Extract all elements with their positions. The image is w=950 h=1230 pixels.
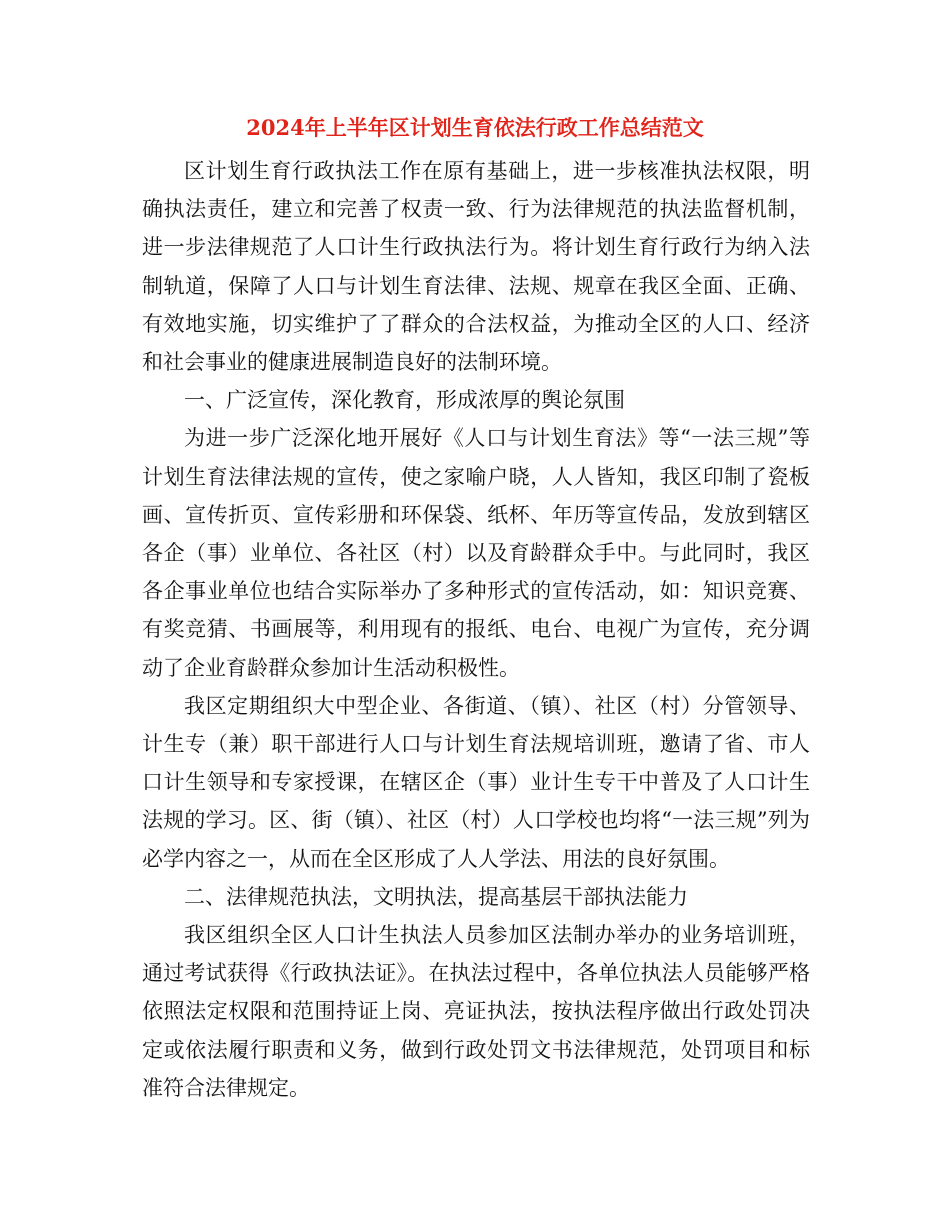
section-heading-2: 二、法律规范执法，文明执法，提高基层干部执法能力: [184, 884, 688, 909]
paragraph-intro: 区计划生育行政执法工作在原有基础上，进一步核准执法权限，明确执法责任，建立和完善了权责一致、行为法律规范的执法监督机制，进一步法律规范了人口计生行政执法行为。将计划生育行政行为纳入法制轨道，保障了人口与计划生育法律、法规、规章在我区全面、正确、有效地实施，切实维护了了群众的合法权益，为推动全区的人口、经济和社会事业的健康进展制造良好的法制环境。: [142, 159, 810, 375]
paragraph-training: 我区定期组织大中型企业、各街道、（镇）、社区（村）分管领导、计生专（兼）职干部进行人口与计划生育法规培训班，邀请了省、市人口计生领导和专家授课，在辖区企（事）业计生专干中普及了人口计生法规的学习。区、街（镇）、社区（村）人口学校也均将“一法三规”列为必学内容之一，从而在全区形成了人人学法、用法的良好氛围。: [142, 693, 810, 871]
paragraph-publicity: 为进一步广泛深化地开展好《人口与计划生育法》等“一法三规”等计划生育法律法规的宣传，使之家喻户晓，人人皆知，我区印制了瓷板画、宣传折页、宣传彩册和环保袋、纸杯、年历等宣传品，发放到辖区各企（事）业单位、各社区（村）以及育龄群众手中。与此同时，我区各企事业单位也结合实际举办了多种形式的宣传活动，如：知识竞赛、有奖竞猜、书画展等，利用现有的报纸、电台、电视广为宣传，充分调动了企业育龄群众参加计生活动积极性。: [142, 426, 810, 680]
document-title: 2024年上半年区计划生育依法行政工作总结范文: [246, 115, 704, 140]
section-heading-1: 一、广泛宣传，深化教育，形成浓厚的舆论氛围: [184, 388, 625, 413]
paragraph-enforcement: 我区组织全区人口计生执法人员参加区法制办举办的业务培训班，通过考试获得《行政执法证》。在执法过程中，各单位执法人员能够严格依照法定权限和范围持证上岗、亮证执法，按执法程序做出行政处罚决定或依法履行职责和义务，做到行政处罚文书法律规范，处罚项目和标准符合法律规定。: [142, 923, 810, 1100]
document-body: [142, 152, 810, 1107]
